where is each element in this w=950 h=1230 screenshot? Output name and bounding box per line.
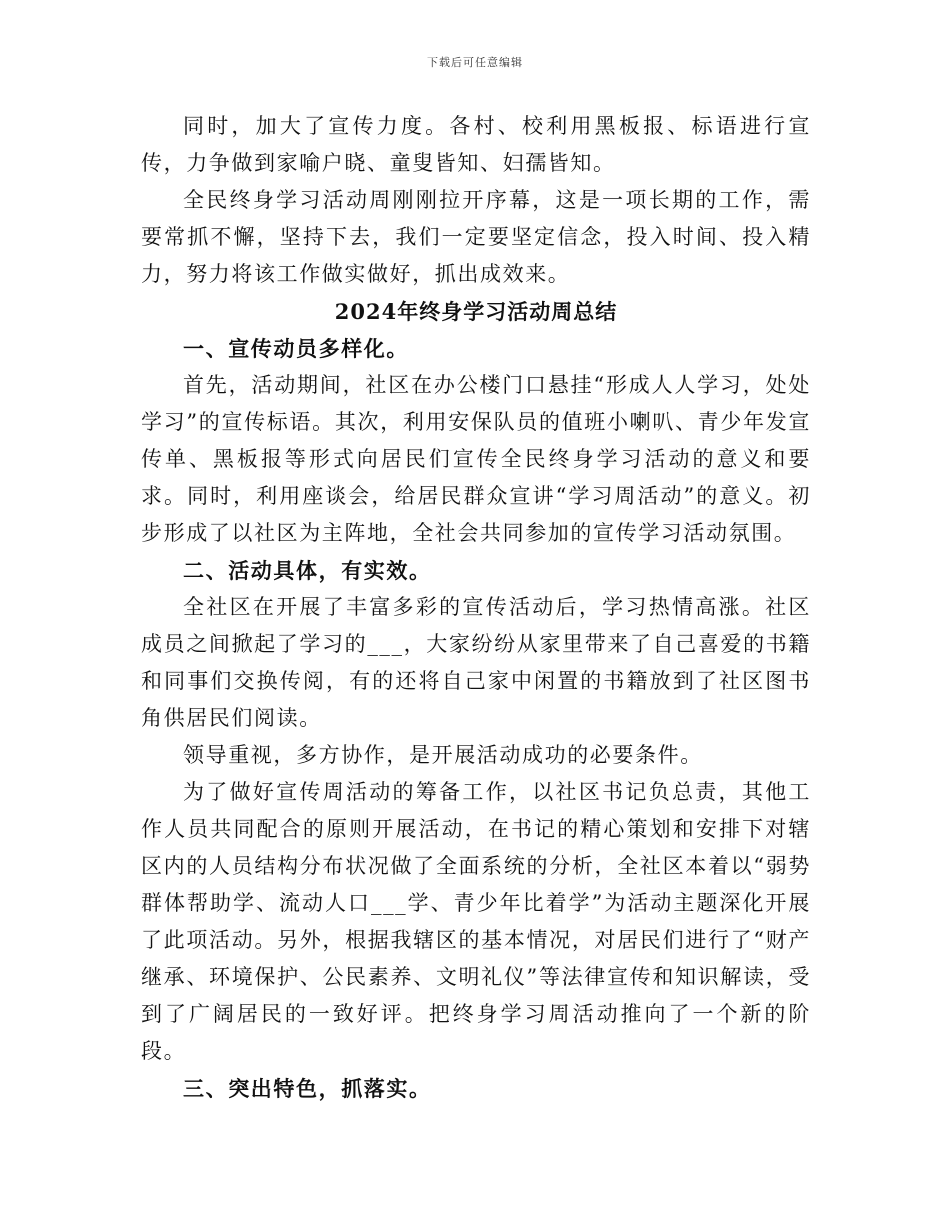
- header-note: 下载后可任意编辑: [427, 56, 523, 69]
- paragraph-long-term-work: 全民终身学习活动周刚刚拉开序幕，这是一项长期的工作，需要常抓不懈，坚持下去，我们一定要坚定信念，投入时间、投入精力，努力将该工作做实做好，抓出成效来。: [141, 188, 811, 286]
- document-title: 2024年终身学习活动周总结: [334, 299, 618, 324]
- document-body: [141, 108, 811, 1107]
- paragraph-publicity: 同时，加大了宣传力度。各村、校利用黑板报、标语进行宣传，力争做到家喻户晓、童叟皆知、妇孺皆知。: [141, 114, 811, 175]
- section-heading-1: 一、宣传动员多样化。: [183, 336, 409, 361]
- section-heading-3: 三、突出特色，抓落实。: [183, 1076, 432, 1101]
- section-1-paragraph: 首先，活动期间，社区在办公楼门口悬挂“形成人人学习，处处学习”的宣传标语。其次，利用安保队员的值班小喇叭、青少年发宣传单、黑板报等形式向居民们宣传全民终身学习活动的意义和要求。同时，利用座谈会，给居民群众宣讲“学习周活动”的意义。初步形成了以社区为主阵地，全社会共同参加的宣传学习活动氛围。: [141, 373, 811, 545]
- section-2-paragraph-1: 全社区在开展了丰富多彩的宣传活动后，学习热情高涨。社区成员之间掀起了学习的___，大家纷纷从家里带来了自己喜爱的书籍和同事们交换传阅，有的还将自己家中闲置的书籍放到了社区图书角供居民们阅读。: [141, 595, 811, 730]
- section-heading-2: 二、活动具体，有实效。: [183, 558, 432, 583]
- section-2-paragraph-2: 领导重视，多方协作，是开展活动成功的必要条件。: [183, 743, 703, 767]
- section-2-paragraph-3: 为了做好宣传周活动的筹备工作，以社区书记负总责，其他工作人员共同配合的原则开展活动，在书记的精心策划和安排下对辖区内的人员结构分布状况做了全面系统的分析，全社区本着以“弱势群体帮助学、流动人口___学、青少年比着学”为活动主题深化开展了此项活动。另外，根据我辖区的基本情况，对居民们进行了“财产继承、环境保护、公民素养、文明礼仪”等法律宣传和知识解读，受到了广阔居民的一致好评。把终身学习周活动推向了一个新的阶段。: [141, 780, 811, 1063]
